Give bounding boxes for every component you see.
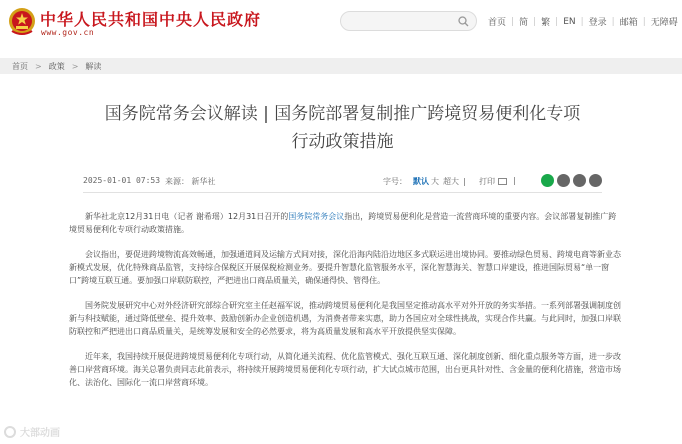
breadcrumb-interpretation[interactable]: 解读	[85, 62, 102, 71]
nav-divider: |	[642, 16, 646, 27]
qzone-icon[interactable]	[573, 174, 586, 187]
meta-divider: |	[463, 177, 466, 186]
font-size-large[interactable]: 大	[431, 177, 439, 186]
nav-divider: |	[611, 16, 615, 27]
breadcrumb-bar	[0, 58, 682, 74]
print-label: 打印	[479, 177, 495, 186]
font-size-xlarge[interactable]: 超大	[443, 177, 459, 186]
nav-login[interactable]: 登录	[588, 18, 607, 28]
print-button[interactable]	[479, 176, 507, 187]
search-box[interactable]	[340, 11, 477, 31]
nav-simplified[interactable]: 简	[519, 18, 529, 28]
nav-accessibility[interactable]: 无障碍	[650, 18, 678, 28]
publish-date: 2025-01-01 07:53	[83, 176, 161, 185]
article-title: 国务院常务会议解读 | 国务院部署复制推广跨境贸易便利化专项行动政策措施	[104, 104, 581, 152]
share-more-icon[interactable]	[589, 174, 602, 187]
paragraph: 国务院发展研究中心对外经济研究部综合研究室主任赵福军说，推动跨境贸易便利化是我国坚定推动高水平对外开放的务实举措。一系列部署强调制度创新与科技赋能，通过降低壁垒、提升效率、鼓励创新办企业创造机遇，为消费者带来实惠，助力各国应对全球性挑战，实现合作共赢。与此同时，加强口岸联防联控和严把进出口商品质量关，是统筹发展和安全的必然要求，将为高质量发展和高水平开放提供坚实保障。	[69, 301, 621, 336]
print-icon	[498, 178, 507, 185]
nav-home[interactable]: 首页	[488, 18, 507, 28]
breadcrumb	[12, 61, 101, 72]
meta-divider-line	[83, 192, 602, 193]
breadcrumb-home[interactable]: 首页	[12, 62, 28, 71]
article-card	[28, 74, 657, 444]
search-input[interactable]	[349, 15, 459, 28]
breadcrumb-policy[interactable]: 政策	[48, 62, 65, 71]
font-size-default[interactable]: 默认	[413, 177, 429, 186]
nav-divider: |	[555, 16, 559, 27]
paragraph: 会议指出，要促进跨境物流高效畅通，加强通道间及运输方式间对接，深化沿海内陆沿边地区多式联运进出境协同。要推动绿色贸易、跨境电商等新业态新模式发展，优化特殊商品监管，支持综合保税区开展保税检测业务。要提升智慧化监管服务水平，深化智慧海关、智慧口岸建设，推进国际贸易“单一窗口”跨境互联互通。要加强口岸联防联控，严把进出口商品质量关，确保通得快、管得住。	[69, 250, 621, 285]
state-council-link[interactable]: 国务院常务会议	[288, 212, 345, 221]
weibo-icon[interactable]	[557, 174, 570, 187]
nav-traditional[interactable]: 繁	[541, 18, 551, 28]
nav-divider: |	[511, 16, 515, 27]
paragraph-text: 指出，跨境贸易便利化是营造一流营商环境的重要内容。会议部署复制推广跨境贸易便利化专项行动政策措施。	[69, 212, 617, 234]
article-meta	[83, 174, 602, 190]
paragraph	[69, 210, 623, 236]
nav-divider: |	[580, 16, 584, 27]
nav-english[interactable]: EN	[563, 16, 576, 27]
article-source: 来源： 新华社	[165, 177, 216, 186]
paragraph: 近年来，我国持续开展促进跨境贸易便利化专项行动，从简化通关流程、优化监管模式、强化互联互通、深化制度创新、细化重点服务等方面，进一步改善口岸营商环境。海关总署负责同志此前表示，将持续开展跨境贸易便利化专项行动，扩大试点城市范围，出台更具针对性、含金量的便利化措施，营造市场化、法治化、国际化一流口岸营商环境。	[69, 352, 621, 387]
breadcrumb-separator: >	[35, 62, 42, 71]
site-url: www.gov.cn	[41, 28, 95, 37]
nav-divider: |	[533, 16, 537, 27]
search-icon[interactable]	[458, 16, 469, 27]
paragraph-text: 新华社北京12月31日电（记者 谢希瑶）12月31日召开的	[85, 212, 289, 221]
watermark	[4, 424, 60, 439]
site-header	[0, 0, 682, 44]
watermark-text: 大部动画	[20, 428, 60, 439]
top-nav	[488, 15, 678, 28]
watermark-icon	[4, 426, 16, 438]
national-emblem-icon[interactable]	[8, 7, 36, 37]
font-size-control	[383, 176, 470, 187]
site-title[interactable]: 中华人民共和国中央人民政府	[40, 10, 262, 29]
font-size-label: 字号：	[383, 177, 407, 186]
article-body	[69, 210, 623, 401]
breadcrumb-separator: >	[71, 62, 79, 71]
wechat-icon[interactable]	[541, 174, 554, 187]
nav-mail[interactable]: 邮箱	[619, 18, 638, 28]
share-divider: |	[513, 176, 516, 185]
share-icons	[541, 174, 605, 187]
